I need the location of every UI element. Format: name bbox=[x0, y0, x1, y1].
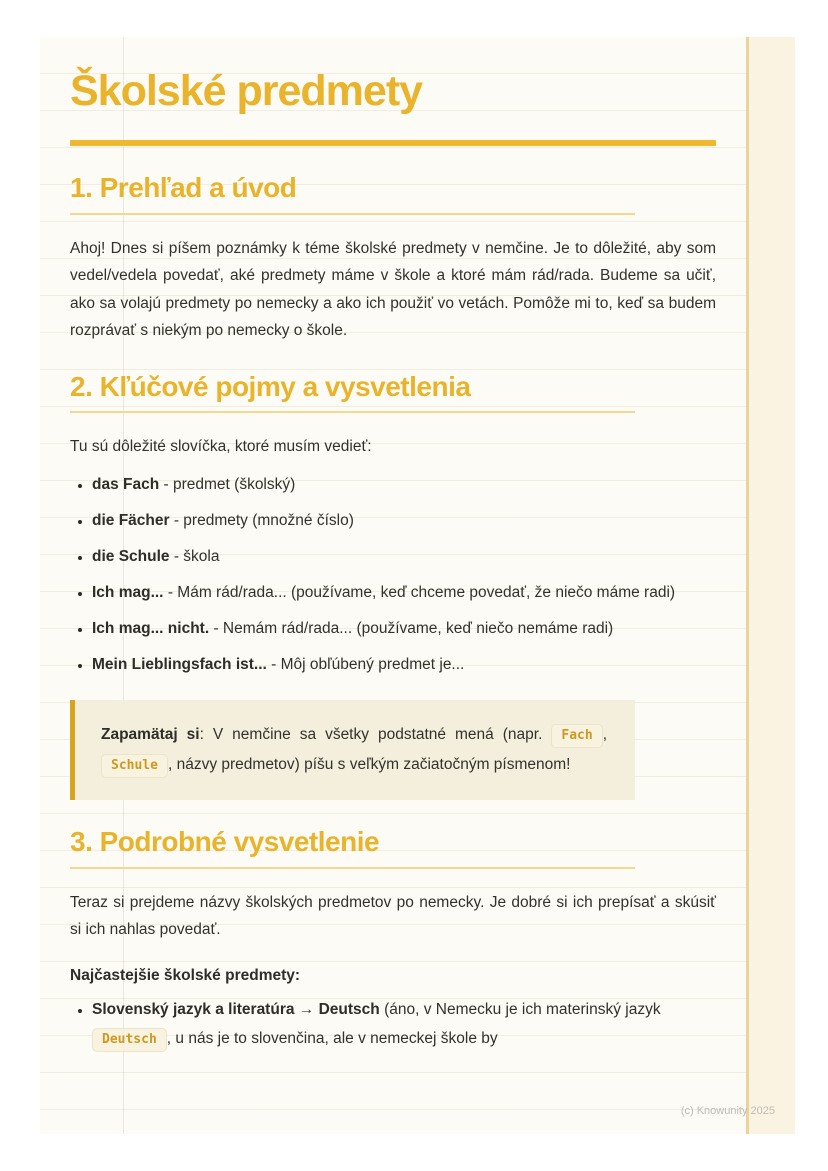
document-page bbox=[40, 37, 795, 1134]
list-item bbox=[92, 544, 716, 570]
arrow-glyph: → bbox=[298, 1000, 315, 1018]
list-item bbox=[92, 580, 716, 606]
list-item bbox=[92, 652, 716, 678]
callout-note bbox=[70, 700, 635, 800]
section-3-heading: 3. Podrobné vysvetlenie bbox=[70, 826, 380, 858]
list-item bbox=[92, 995, 716, 1053]
term-text: die Fächer bbox=[92, 512, 170, 530]
section-1-paragraph: Ahoj! Dnes si píšem poznámky k téme školské predmety v nemčine. Je to dôležité, aby som vedel/vedela povedať, aké predmety máme v škole a ktoré mám rád/rada. Budeme sa učiť, ako sa volajú predmety po nemecky a ako ich použiť vo vetách. Pomôže mi to, keď sa budem rozprávať s niekým po nemecky o škole. bbox=[70, 239, 716, 340]
subjects-list bbox=[70, 995, 716, 1053]
callout-label: Zapamätaj si bbox=[101, 726, 200, 744]
section-2-heading: 2. Kľúčové pojmy a vysvetlenia bbox=[70, 370, 471, 402]
section-3-subheading: Najčastejšie školské predmety: bbox=[70, 966, 301, 984]
term-text: Mein Lieblingsfach ist... bbox=[92, 656, 267, 674]
definition-text: - Nemám rád/rada... (používame, keď niečo nemáme radi) bbox=[213, 620, 614, 638]
term-text: Ich mag... bbox=[92, 584, 164, 602]
inline-code-chip: Fach bbox=[551, 724, 602, 748]
definition-text: - škola bbox=[173, 548, 220, 566]
list-item bbox=[92, 616, 716, 642]
key-terms-list bbox=[70, 472, 716, 678]
section-2-intro: Tu sú dôležité slovíčka, ktoré musím vedieť: bbox=[70, 438, 372, 456]
term-text: das Fach bbox=[92, 476, 160, 494]
document-content bbox=[40, 37, 795, 1053]
section-1-divider bbox=[70, 213, 635, 215]
definition-text: - predmety (množné číslo) bbox=[173, 512, 354, 530]
callout-text-part: : V nemčine sa všetky podstatné mená (napr. bbox=[199, 726, 543, 744]
section-1-heading: 1. Prehľad a úvod bbox=[70, 172, 297, 204]
definition-text: - predmet (školský) bbox=[163, 476, 296, 494]
list-item bbox=[92, 508, 716, 534]
term-text: die Schule bbox=[92, 548, 170, 566]
definition-text: - Mám rád/rada... (používame, keď chceme povedať, že niečo máme radi) bbox=[167, 584, 676, 602]
inline-code-chip: Schule bbox=[101, 754, 168, 778]
title-divider bbox=[70, 140, 716, 146]
watermark: (c) Knowunity 2025 bbox=[680, 1105, 775, 1117]
term-text: Ich mag... nicht. bbox=[92, 620, 210, 638]
term-text: Slovenský jazyk a literatúra bbox=[92, 1000, 295, 1018]
definition-text: , u nás je to slovenčina, ale v nemeckej škole by bbox=[166, 1029, 498, 1047]
definition-text: - Môj obľúbený predmet je... bbox=[271, 656, 465, 674]
term-text: Deutsch bbox=[318, 1000, 380, 1018]
list-item bbox=[92, 472, 716, 498]
inline-code-chip: Deutsch bbox=[92, 1028, 167, 1052]
callout-text-part: , názvy predmetov) píšu s veľkým začiatočným písmenom! bbox=[167, 756, 571, 774]
section-2-divider bbox=[70, 411, 635, 413]
section-3-paragraph: Teraz si prejdeme názvy školských predmetov po nemecky. Je dobré si ich prepísať a skúsiť si ich nahlas povedať. bbox=[70, 893, 716, 939]
callout-text-part: , bbox=[602, 726, 608, 744]
definition-text: (áno, v Nemecku je ich materinský jazyk bbox=[384, 1000, 661, 1018]
page-title: Školské predmety bbox=[70, 67, 423, 115]
section-3-divider bbox=[70, 867, 635, 869]
callout-text bbox=[101, 720, 607, 780]
